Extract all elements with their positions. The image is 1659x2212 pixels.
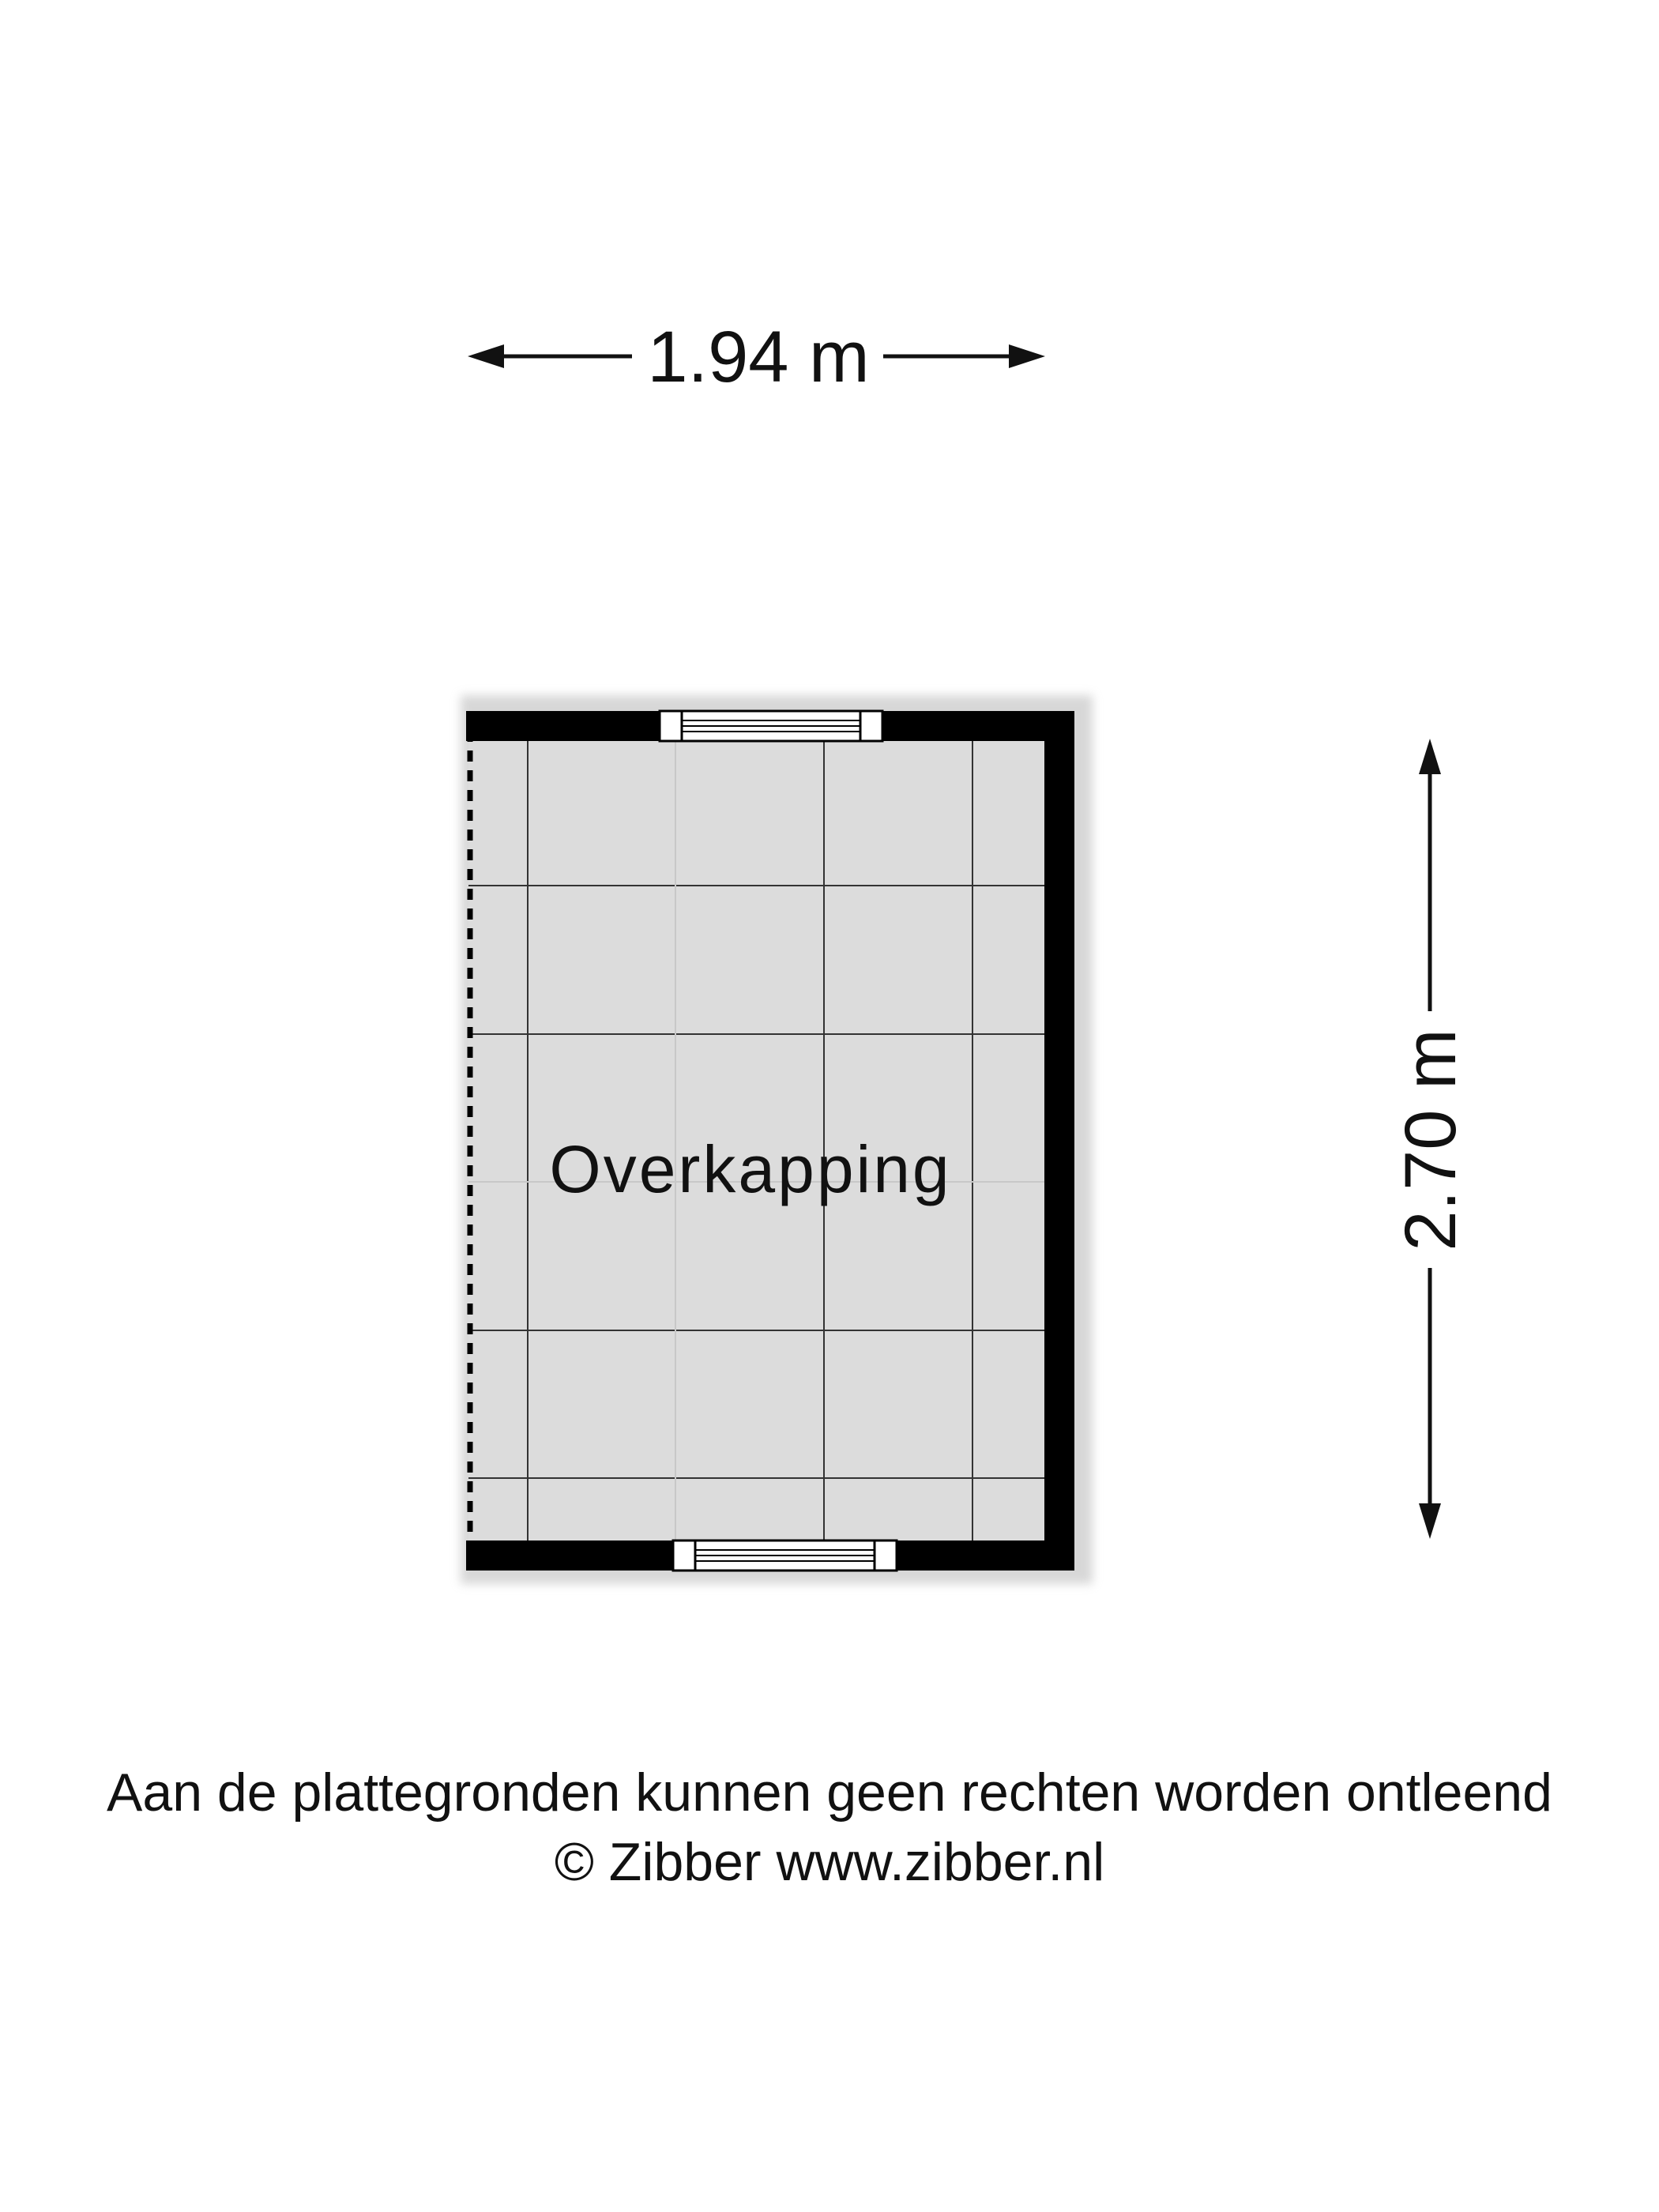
window-jamb-right xyxy=(875,1540,897,1571)
arrow-left-icon xyxy=(468,344,504,368)
width-dimension xyxy=(468,317,1045,397)
window-bottom xyxy=(673,1540,897,1571)
window-jamb-right xyxy=(860,711,882,741)
wall-bottom-right xyxy=(897,1540,1074,1571)
wall-top-left xyxy=(466,711,660,741)
copyright-text: © Zibber www.zibber.nl xyxy=(554,1832,1105,1892)
height-label: 2.70 m xyxy=(1390,1029,1471,1251)
room-label: Overkapping xyxy=(549,1132,952,1206)
disclaimer-text: Aan de plattegronden kunnen geen rechten worden ontleend xyxy=(107,1762,1552,1823)
width-label: 1.94 m xyxy=(647,317,870,397)
wall-right xyxy=(1044,711,1074,1571)
arrow-up-icon xyxy=(1419,739,1441,774)
window-top xyxy=(660,711,882,741)
window-jamb-left xyxy=(660,711,682,741)
arrow-down-icon xyxy=(1419,1503,1441,1539)
room-overkapping xyxy=(461,695,1093,1584)
height-dimension xyxy=(1390,739,1471,1539)
wall-bottom-left xyxy=(466,1540,673,1571)
arrow-right-icon xyxy=(1009,344,1045,368)
window-jamb-left xyxy=(673,1540,695,1571)
